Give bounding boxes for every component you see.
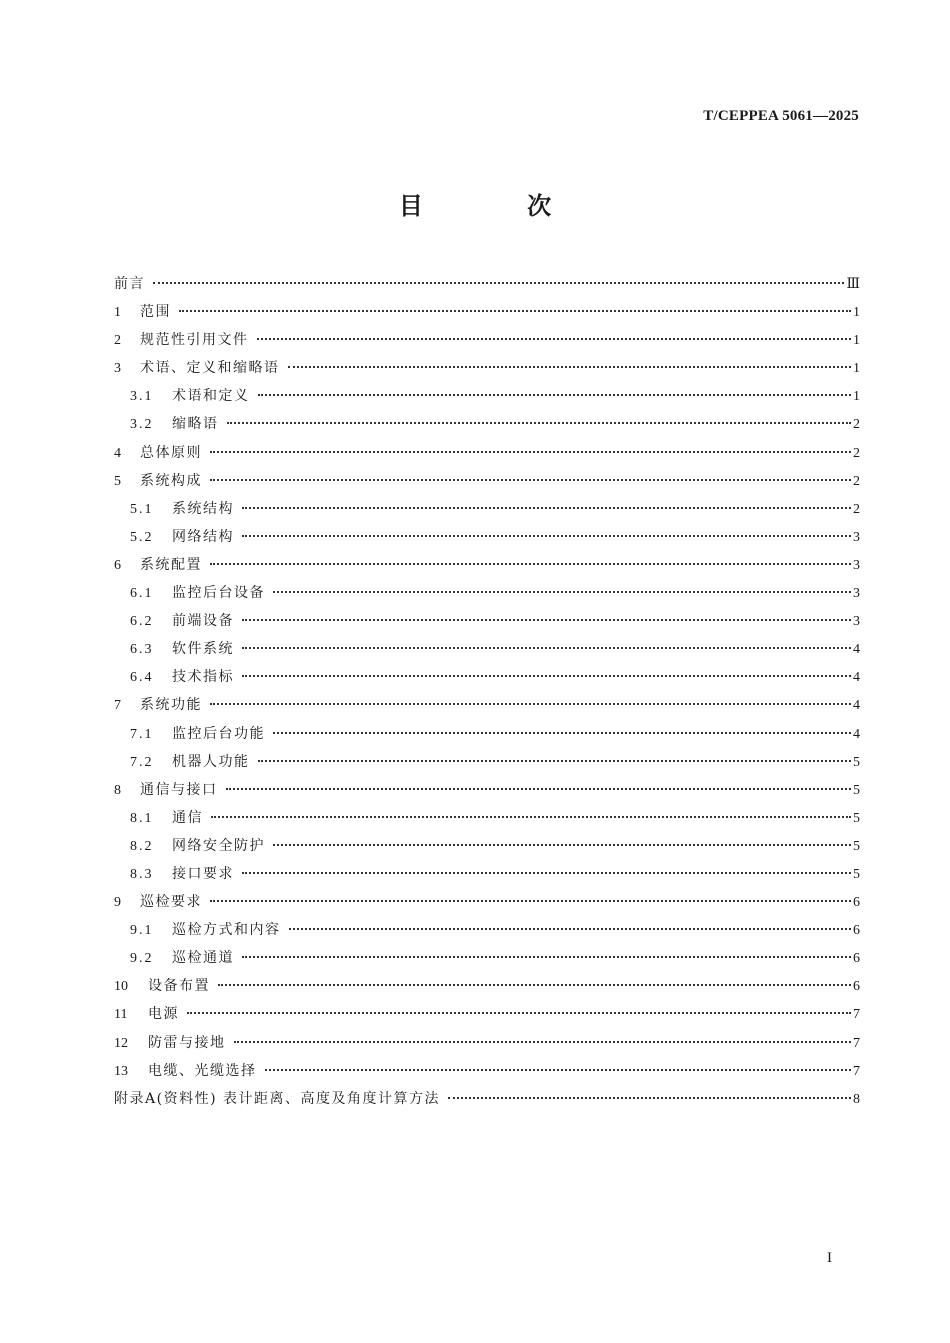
toc-entry-title: 规范性引用文件	[140, 332, 249, 349]
toc-entry-title: 防雷与接地	[148, 1034, 226, 1051]
toc-entry-number: 3.2	[130, 417, 154, 433]
toc-dot-leader	[210, 479, 851, 481]
toc-entry-title: 术语和定义	[172, 388, 250, 405]
toc-dot-leader	[258, 394, 852, 396]
toc-entry-page: 2	[853, 473, 860, 489]
toc-entry-page: 3	[853, 557, 860, 573]
toc-entry-number: 5.1	[130, 501, 154, 517]
toc-entry-title: 技术指标	[172, 669, 234, 686]
toc-entry-title: 术语、定义和缩略语	[140, 360, 280, 377]
toc-dot-leader	[210, 900, 851, 902]
toc-entry-title: 系统功能	[140, 697, 202, 714]
toc-entry[interactable]	[114, 972, 860, 1000]
toc-entry[interactable]	[114, 326, 860, 354]
toc-entry-page: 6	[853, 895, 860, 911]
toc-entry-page: 3	[853, 586, 860, 602]
toc-entry-page: 1	[853, 305, 860, 321]
toc-entry[interactable]	[114, 1000, 860, 1028]
toc-entry-page: 1	[853, 389, 860, 405]
toc-entry-number: 6.1	[130, 586, 154, 602]
toc-entry-page: 5	[853, 782, 860, 798]
toc-dot-leader	[289, 928, 852, 930]
toc-entry-title: 监控后台设备	[172, 585, 265, 602]
toc-entry-number: 5.2	[130, 529, 154, 545]
toc-dot-leader	[153, 282, 844, 284]
toc-entry-page: 2	[853, 417, 860, 433]
toc-entry-page: 6	[853, 951, 860, 967]
toc-dot-leader	[257, 338, 852, 340]
toc-entry-title: 接口要求	[172, 865, 234, 882]
toc-dot-leader	[242, 647, 851, 649]
toc-entry-page: 4	[853, 726, 860, 742]
toc-entry-title: 巡检要求	[140, 894, 202, 911]
toc-entry-page: 7	[853, 1035, 860, 1051]
toc-entry-title: 网络安全防护	[172, 837, 265, 854]
toc-dot-leader	[210, 703, 851, 705]
toc-entry[interactable]	[114, 1029, 860, 1057]
toc-entry[interactable]	[114, 804, 860, 832]
toc-entry[interactable]	[114, 354, 860, 382]
toc-entry[interactable]	[114, 944, 860, 972]
toc-entry-number: 8.2	[130, 838, 154, 854]
toc-entry-page: 6	[853, 979, 860, 995]
toc-entry[interactable]	[114, 270, 860, 298]
toc-entry-page: 3	[853, 614, 860, 630]
toc-entry-title: 电源	[148, 1006, 179, 1023]
toc-entry[interactable]	[114, 579, 860, 607]
toc-entry-title: 系统结构	[172, 500, 234, 517]
toc-entry[interactable]	[114, 916, 860, 944]
toc-dot-leader	[242, 535, 851, 537]
toc-entry-page: 5	[853, 838, 860, 854]
toc-dot-leader	[448, 1097, 851, 1099]
toc-entry[interactable]	[114, 691, 860, 719]
toc-entry[interactable]	[114, 298, 860, 326]
toc-entry-page: 4	[853, 670, 860, 686]
toc-entry-page: 3	[853, 529, 860, 545]
toc-dot-leader	[273, 844, 851, 846]
toc-entry-number: 5	[114, 473, 121, 489]
toc-dot-leader	[265, 1069, 852, 1071]
toc-dot-leader	[258, 760, 852, 762]
toc-dot-leader	[218, 984, 851, 986]
toc-entry[interactable]	[114, 663, 860, 691]
toc-dot-leader	[242, 619, 851, 621]
toc-entry-number: 6	[114, 557, 121, 573]
toc-entry-page: 5	[853, 810, 860, 826]
toc-entry-number: 9.2	[130, 951, 154, 967]
toc-entry[interactable]	[114, 382, 860, 410]
toc-entry[interactable]	[114, 635, 860, 663]
toc-entry-page: 7	[853, 1007, 860, 1023]
toc-entry[interactable]	[114, 523, 860, 551]
toc-entry-title: 通信	[172, 809, 203, 826]
toc-entry-page: 5	[853, 866, 860, 882]
toc-entry-title: 总体原则	[140, 444, 202, 461]
toc-entry[interactable]	[114, 748, 860, 776]
toc-entry-number: 7	[114, 698, 121, 714]
toc-entry-page: 5	[853, 754, 860, 770]
toc-entry-title: 系统配置	[140, 556, 202, 573]
toc-entry-page: 4	[853, 698, 860, 714]
toc-entry[interactable]	[114, 495, 860, 523]
toc-dot-leader	[273, 591, 851, 593]
toc-entry-number: 12	[114, 1035, 128, 1051]
toc-dot-leader	[210, 563, 851, 565]
toc-entry[interactable]	[114, 439, 860, 467]
toc-entry-page: 1	[853, 361, 860, 377]
toc-entry[interactable]	[114, 551, 860, 579]
toc-entry-number: 6.3	[130, 642, 154, 658]
toc-entry-number: 13	[114, 1063, 128, 1079]
toc-entry[interactable]	[114, 776, 860, 804]
toc-entry[interactable]	[114, 1085, 860, 1113]
toc-entry-number: 9	[114, 895, 121, 911]
toc-dot-leader	[288, 366, 852, 368]
toc-dot-leader	[226, 788, 852, 790]
toc-entry[interactable]	[114, 1057, 860, 1085]
toc-entry-title: 前端设备	[172, 613, 234, 630]
toc-entry-number: 9.1	[130, 923, 154, 939]
toc-entry-number: 1	[114, 305, 121, 321]
toc-entry-page: 2	[853, 445, 860, 461]
toc-entry-title: 前言	[114, 276, 145, 292]
toc-entry-title: 巡检方式和内容	[172, 922, 281, 939]
toc-entry-page: 7	[853, 1063, 860, 1079]
standard-code: T/CEPPEA 5061—2025	[703, 108, 859, 124]
toc-dot-leader	[211, 816, 851, 818]
toc-entry-number: 7.1	[130, 726, 154, 742]
toc-entry[interactable]	[114, 467, 860, 495]
toc-dot-leader	[187, 1012, 851, 1014]
toc-entry-title: 系统构成	[140, 472, 202, 489]
toc-entry-number: 11	[114, 1007, 128, 1023]
toc-dot-leader	[227, 422, 852, 424]
toc-dot-leader	[234, 1041, 852, 1043]
toc-entry-title: 巡检通道	[172, 950, 234, 967]
toc-entry[interactable]	[114, 860, 860, 888]
toc-entry-number: 8	[114, 782, 121, 798]
toc-entry-title: 电缆、光缆选择	[148, 1062, 257, 1079]
toc-entry-title: 通信与接口	[140, 781, 218, 798]
toc-entry-title: 附录A(资料性) 表计距离、高度及角度计算方法	[114, 1090, 440, 1107]
toc-entry[interactable]	[114, 832, 860, 860]
toc-entry-title: 软件系统	[172, 641, 234, 658]
page-title: 目 次	[398, 192, 600, 220]
toc-entry-number: 3	[114, 361, 121, 377]
toc-entry-number: 6.2	[130, 614, 154, 630]
toc-entry-number: 2	[114, 333, 121, 349]
toc-entry-page: 4	[853, 642, 860, 658]
page-number: I	[827, 1250, 832, 1266]
toc-entry-title: 网络结构	[172, 528, 234, 545]
toc-dot-leader	[210, 451, 851, 453]
toc-dot-leader	[242, 507, 851, 509]
toc-entry[interactable]	[114, 888, 860, 916]
toc-entry-title: 设备布置	[148, 978, 210, 995]
toc-dot-leader	[242, 872, 851, 874]
toc-entry[interactable]	[114, 410, 860, 438]
toc-entry-page: 1	[853, 333, 860, 349]
toc-entry-page: 6	[853, 923, 860, 939]
toc-dot-leader	[242, 956, 851, 958]
toc-entry[interactable]	[114, 607, 860, 635]
toc-entry[interactable]	[114, 720, 860, 748]
toc-entry-number: 7.2	[130, 754, 154, 770]
toc-entry-number: 4	[114, 445, 121, 461]
toc-entry-number: 8.3	[130, 866, 154, 882]
toc-entry-number: 10	[114, 979, 128, 995]
toc-dot-leader	[242, 675, 851, 677]
toc-entry-number: 3.1	[130, 389, 154, 405]
toc-entry-title: 监控后台功能	[172, 725, 265, 742]
toc-entry-page: 2	[853, 501, 860, 517]
toc-dot-leader	[273, 732, 851, 734]
toc-entry-title: 范围	[140, 304, 171, 321]
toc-entry-title: 缩略语	[172, 416, 219, 433]
table-of-contents	[114, 270, 860, 1113]
toc-entry-page: 8	[853, 1091, 860, 1107]
toc-entry-number: 6.4	[130, 670, 154, 686]
toc-dot-leader	[179, 310, 851, 312]
toc-entry-page: Ⅲ	[846, 277, 860, 292]
toc-entry-number: 8.1	[130, 810, 154, 826]
toc-entry-title: 机器人功能	[172, 753, 250, 770]
